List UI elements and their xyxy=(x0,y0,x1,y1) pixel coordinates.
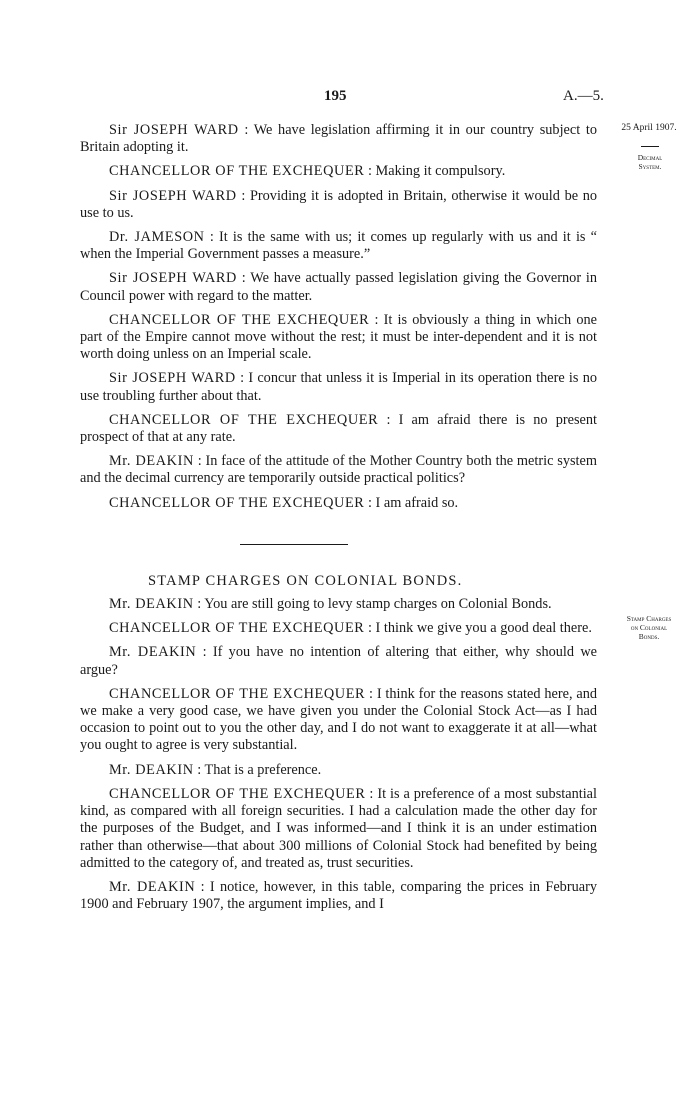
transcript-bottom xyxy=(80,596,597,913)
transcript-body xyxy=(80,122,597,920)
speaker-name: Dr. JAMESON xyxy=(109,229,205,246)
transcript-top xyxy=(80,122,597,512)
margin-note-line: Decimal xyxy=(637,153,663,162)
speaker-name: Mr. DEAKIN xyxy=(109,596,194,613)
speaker-name: CHANCELLOR OF THE EXCHEQUER xyxy=(109,163,365,180)
speech-paragraph xyxy=(80,229,597,263)
section-heading: STAMP CHARGES ON COLONIAL BONDS. xyxy=(148,572,463,589)
speech-text: : Providing it is adopted in Britain, otherwise it would be no use to us. xyxy=(80,187,597,221)
speech-paragraph xyxy=(80,762,597,779)
speech-text: : I think we give you a good deal there. xyxy=(368,620,592,637)
speaker-name: Sir JOSEPH WARD xyxy=(109,187,237,204)
margin-note-decimal xyxy=(630,153,670,171)
speaker-name: CHANCELLOR OF THE EXCHEQUER xyxy=(109,620,365,637)
speech-paragraph xyxy=(80,686,597,755)
margin-note-stamp xyxy=(606,614,692,641)
speech-text: : I am afraid there is no present prospect of that at any rate. xyxy=(80,411,597,446)
speaker-name: CHANCELLOR OF THE EXCHEQUER xyxy=(109,685,366,702)
speech-paragraph xyxy=(80,163,597,180)
speech-paragraph xyxy=(80,370,597,404)
speech-paragraph xyxy=(80,879,597,913)
margin-note-date: 25 April 1907. xyxy=(621,123,677,133)
margin-note-rule xyxy=(641,146,659,147)
margin-note-line: Bonds. xyxy=(638,632,660,641)
speech-text: : It is obviously a thing in which one part of the Empire cannot move without the rest; it must be inter-dependent and it is not worth doing unless on an Imperial scale. xyxy=(80,311,597,363)
speech-paragraph xyxy=(80,270,597,304)
speech-text: : I concur that unless it is Imperial in its operation there is no use troubling further about that. xyxy=(80,370,597,404)
speaker-name: Mr. DEAKIN xyxy=(109,761,194,778)
speaker-name: Sir JOSEPH WARD xyxy=(109,370,236,387)
speech-paragraph xyxy=(80,412,597,446)
speech-paragraph xyxy=(80,596,597,613)
speaker-name: Mr. DEAKIN xyxy=(109,878,196,895)
speaker-name: Sir JOSEPH WARD xyxy=(109,270,237,287)
speech-text: : It is a preference of a most substantial kind, as compared with all foreign securities. I had a calculation made the other day for the purposes of the Budget, and I was informed—and I think it is an under estimation rather than otherwise—that about 300 millions of Colonial Stock had benefited by being admitted to the category of, and treated as, trust securities. xyxy=(80,785,597,871)
page-number: 195 xyxy=(324,88,347,104)
speaker-name: Mr. DEAKIN xyxy=(109,453,194,470)
speaker-name: CHANCELLOR OF THE EXCHEQUER xyxy=(109,785,366,802)
paper-reference: A.—5. xyxy=(563,88,604,104)
speech-text: : I think for the reasons stated here, and we make a very good case, we have given you under the Colonial Stock Act—as I had occasion to point out to you the other day, and I do not want to exaggerate it at all—what you ought to agree is very substantial. xyxy=(80,685,597,754)
speech-text: : I notice, however, in this table, comparing the prices in February 1900 and February 1907, the argument implies, and I xyxy=(80,878,597,913)
speech-paragraph xyxy=(80,620,597,637)
speech-paragraph xyxy=(80,495,597,512)
speech-paragraph xyxy=(80,453,597,487)
speaker-name: CHANCELLOR OF THE EXCHEQUER xyxy=(109,411,379,428)
speech-text: : We have legislation affirming it in our country subject to Britain adopting it. xyxy=(80,122,597,156)
speaker-name: Mr. DEAKIN xyxy=(109,644,197,661)
margin-note-line: System. xyxy=(638,162,662,171)
speaker-name: Sir JOSEPH WARD xyxy=(109,122,239,138)
speech-text: : We have actually passed legislation giving the Governor in Council power with regard to the matter. xyxy=(80,270,597,304)
speech-text: : It is the same with us; it comes up regularly with us and it is “ when the Imperial Government passes a measure.” xyxy=(80,229,598,263)
speech-paragraph xyxy=(80,644,597,678)
speech-text: : If you have no intention of altering that either, why should we argue? xyxy=(80,644,597,678)
margin-note-line: Stamp Charges xyxy=(626,614,672,623)
speech-text: : You are still going to levy stamp charges on Colonial Bonds. xyxy=(197,596,552,613)
margin-note-line: on Colonial xyxy=(630,623,668,632)
speaker-name: CHANCELLOR OF THE EXCHEQUER xyxy=(109,494,365,511)
speech-text: : Making it compulsory. xyxy=(368,163,506,180)
speech-paragraph xyxy=(80,122,597,156)
speech-paragraph xyxy=(80,188,597,222)
speaker-name: CHANCELLOR OF THE EXCHEQUER xyxy=(109,311,370,328)
speech-text: : In face of the attitude of the Mother Country both the metric system and the decimal currency are temporarily outside practical politics? xyxy=(80,453,597,487)
speech-paragraph xyxy=(80,786,597,872)
speech-text: : That is a preference. xyxy=(197,761,322,778)
speech-paragraph xyxy=(80,312,597,364)
section-divider xyxy=(240,544,348,545)
speech-text: : I am afraid so. xyxy=(368,494,459,511)
